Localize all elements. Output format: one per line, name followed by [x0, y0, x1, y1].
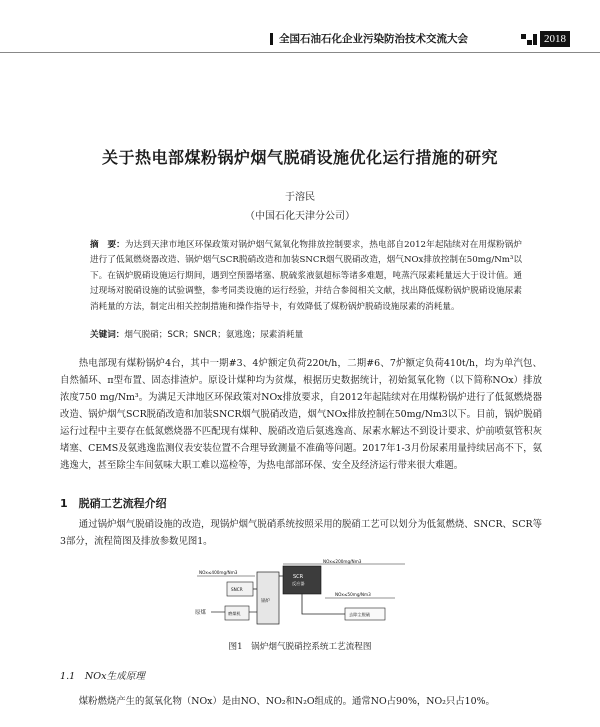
label-nox-top: NOx≤200mg/Nm3 — [323, 559, 362, 564]
keywords-text: 烟气脱硝；SCR；SNCR；氨逃逸；尿素消耗量 — [124, 330, 304, 340]
paper-author: 于溶民 — [285, 192, 315, 203]
journal-header — [270, 30, 570, 48]
label-reactor: 反应器 — [292, 581, 305, 586]
abstract — [90, 238, 522, 315]
label-sncr: SNCR — [231, 587, 243, 592]
header-square-mark — [527, 40, 532, 45]
paragraph: 煤粉燃烧产生的氮氧化物（NOx）是由NO、NO₂和N₂O组成的。通常NO占90%，NO₂只占10%。 — [78, 696, 495, 707]
boiler — [257, 572, 279, 624]
section-heading: 1 脱硝工艺流程介绍 — [60, 497, 167, 510]
paragraph: 热电部现有煤粉锅炉4台，其中一期#3、4炉额定负荷220t/h，二期#6、7炉额定负荷410t/h，均为单汽包、自然循环、π型布置、固态排渣炉。原设计煤种均为贫煤，根据历史数据统计，初始氮氧化物（以下简称NOx）排放浓度750 mg/Nm³。为满足天津地区环保政策对NOx排放要求，自2012年起陆续对在用煤粉锅炉进行了低氮燃烧器改造、锅炉烟气SCR脱硝改造和加装SNCR烟气脱硝改造，烟气NOx排放控制在50mg/Nm3以下。目前，锅炉脱硝运行过程中主要存在低氮燃烧器不匹配现有煤种、脱硝改造后氨逃逸高、尿素水解达不到设计要求、炉前喷氨管积灰堵塞、CEMS及氨逃逸监测仪表安装位置不合理导致测量不准确等问题。2017年1-3月份尿素用量持续居高不下，氨逃逸大，甚至除尘车间氨味大职工难以巡检等，为热电部部环保、安全及经济运行带来很大难题。 — [60, 358, 542, 471]
process-flow-diagram — [195, 558, 410, 630]
scr-reactor — [283, 566, 321, 594]
header-bar-mark — [270, 33, 273, 45]
conference-title: 全国石油石化企业污染防治技术交流大会 — [279, 33, 468, 45]
label-downstream: 去除尘脱硫 — [349, 612, 370, 617]
header-square-mark — [521, 34, 526, 39]
conference-year: 2018 — [540, 31, 570, 47]
label-nox-left: NOx≤400mg/Nm3 — [199, 570, 238, 575]
keywords — [90, 328, 522, 343]
figure-caption: 图1 锅炉烟气脱硝控系统工艺流程图 — [228, 642, 372, 652]
header-rule — [0, 52, 600, 53]
label-boiler: 锅炉 — [261, 599, 271, 604]
keywords-label: 关键词： — [90, 330, 125, 340]
label-pulverizer: 磨煤机 — [228, 611, 241, 616]
label-raw-coal: 原煤 — [195, 610, 207, 616]
label-nox-right: NOx≤50mg/Nm3 — [335, 592, 371, 597]
abstract-label: 摘 要： — [90, 240, 125, 250]
paper-affiliation: （中国石化天津分公司） — [245, 211, 355, 222]
paper-title: 关于热电部煤粉锅炉烟气脱硝设施优化运行措施的研究 — [101, 148, 498, 167]
label-scr: SCR — [293, 574, 304, 580]
subsection-heading: 1.1 NOx生成原理 — [60, 671, 145, 682]
header-square-mark — [533, 34, 537, 45]
body-text — [60, 355, 542, 474]
paragraph: 通过锅炉烟气脱硝设施的改造，现锅炉烟气脱硝系统按照采用的脱硝工艺可以划分为低氮燃烧、SNCR、SCR等3部分，流程简图及排放参数见图1。 — [60, 519, 542, 547]
abstract-text: 为达到天津市地区环保政策对锅炉烟气氮氧化物排放控制要求，热电部自2012年起陆续对在用煤粉锅炉进行了低氮燃烧器改造、锅炉烟气SCR脱硝改造和加装SNCR烟气脱硝改造，烟气NOx排放控制在50mg/Nm³以下。在锅炉脱硝设施运行期间，遇到空预器堵塞、脱硫浆液氨超标等诸多难题，吨蒸汽尿素耗量远大于设计值。通过现场对脱硝设施的试验调整，参考同类设施的运行经验，并结合参阅相关文献，找出降低煤粉锅炉脱硝设施尿素消耗量的方法，制定出相关控制措施和操作指导卡，有效降低了煤粉锅炉脱硝设施尿素的消耗量。 — [90, 240, 522, 312]
